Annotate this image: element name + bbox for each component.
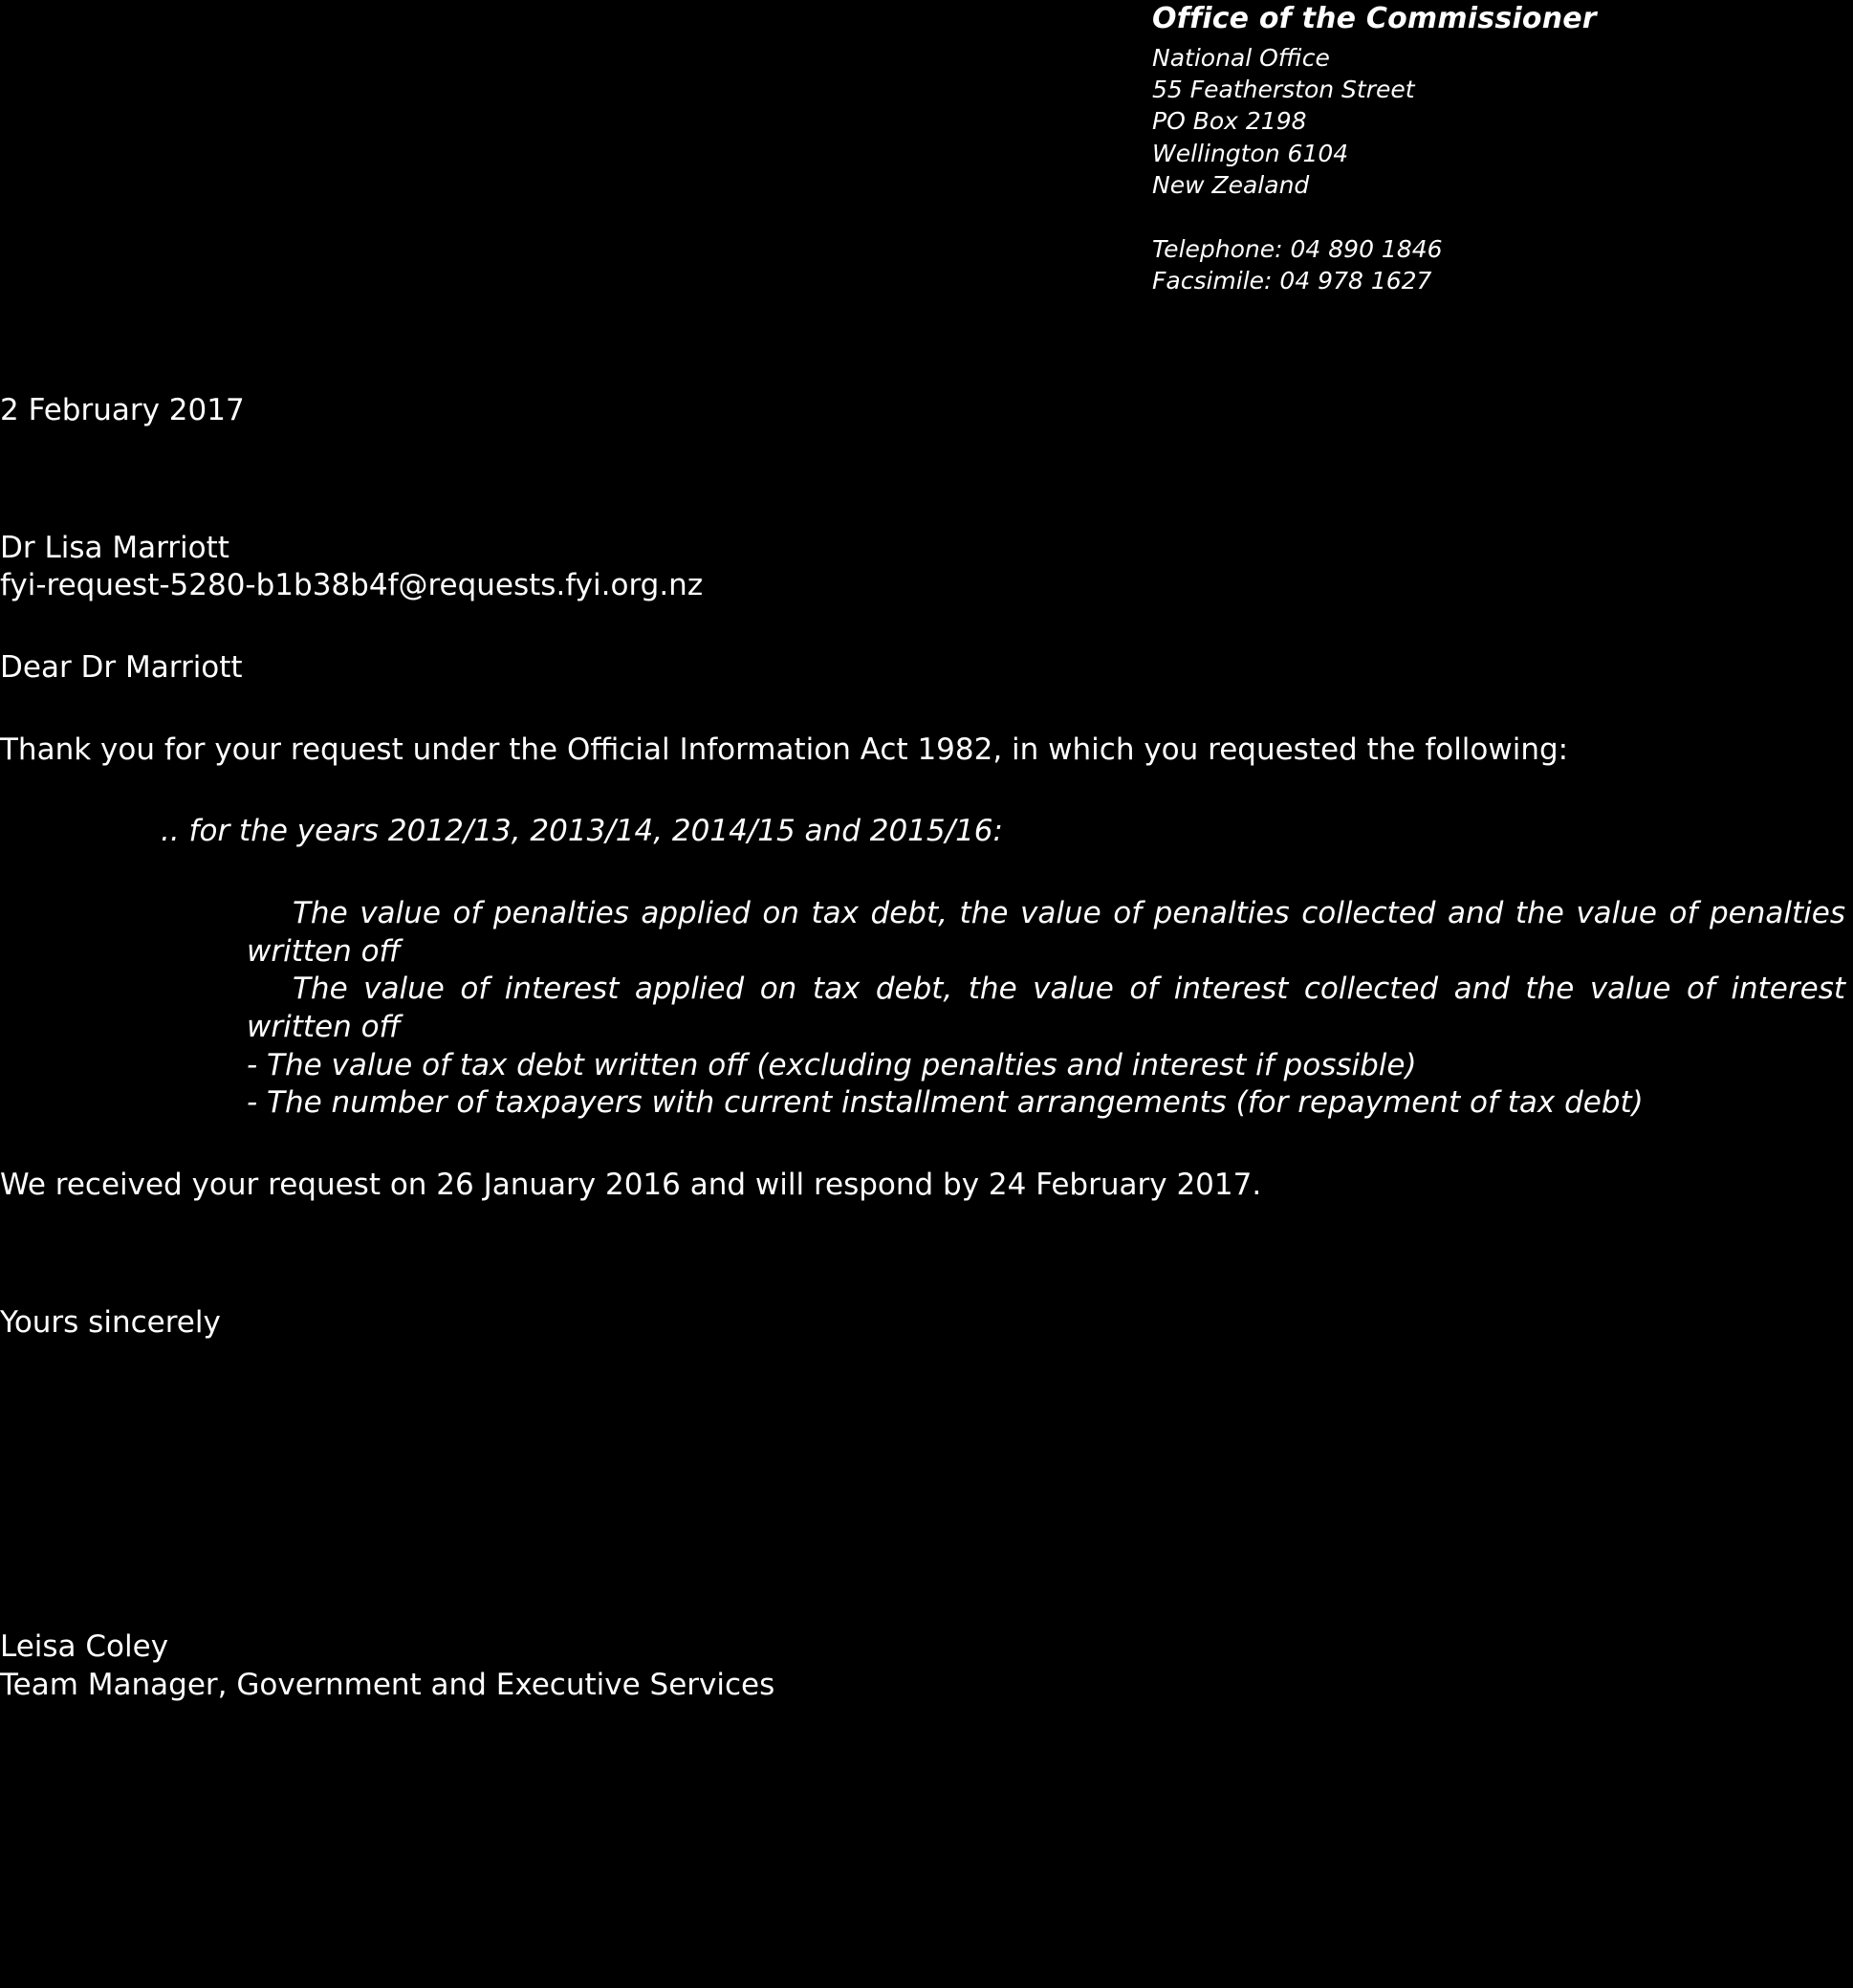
telephone-line: Telephone: 04 890 1846: [1152, 235, 1443, 264]
address-line-2: 55 Featherston Street: [1152, 76, 1415, 104]
signature-space: [0, 1342, 1853, 1628]
signoff: Yours sincerely: [0, 1304, 221, 1340]
letterhead-spacer: [1152, 201, 1841, 233]
intro-paragraph: Thank you for your request under the Official Information Act 1982, in which you requested the following:: [0, 732, 1569, 767]
address-line-4: Wellington 6104: [1152, 139, 1349, 167]
spacer-after-recipient: [0, 605, 1853, 649]
quote-intro: .. for the years 2012/13, 2013/14, 2014/15 and 2015/16:: [161, 814, 1003, 849]
signer-title: Team Manager, Government and Executive Services: [0, 1668, 775, 1703]
quoted-request: [0, 813, 1845, 1123]
office-title: Office of the Commissioner: [1152, 2, 1597, 35]
spacer-before-quote: [0, 769, 1853, 813]
salutation: Dear Dr Marriott: [0, 650, 243, 686]
spacer-after-quote: [0, 1123, 1853, 1167]
spacer-after-salutation: [0, 688, 1853, 732]
address-line-3: PO Box 2198: [1152, 107, 1307, 136]
recipient-email: fyi-request-5280-b1b38b4f@requests.fyi.org.nz: [0, 568, 704, 603]
quote-item: The value of penalties applied on tax debt, the value of penalties collected and the value of penalties written off: [247, 896, 1845, 969]
quote-item-list: [0, 895, 1845, 1123]
quote-item: - The value of tax debt written off (excluding penalties and interest if possible): [247, 1047, 1417, 1082]
signer-name: Leisa Coley: [0, 1629, 169, 1665]
facsimile-line: Facsimile: 04 978 1627: [1152, 267, 1432, 295]
spacer-after-date: [0, 430, 1853, 530]
address-line-1: National Office: [1152, 43, 1330, 72]
recipient-name: Dr Lisa Marriott: [0, 530, 229, 565]
letter-body: [0, 392, 1853, 1705]
address-line-5: New Zealand: [1152, 170, 1310, 199]
spacer-before-signoff: [0, 1205, 1853, 1304]
quote-item: - The number of taxpayers with current installment arrangements (for repayment of tax debt): [247, 1085, 1644, 1121]
letter-date: 2 February 2017: [0, 393, 245, 427]
response-paragraph: We received your request on 26 January 2016 and will respond by 24 February 2017.: [0, 1168, 1262, 1203]
quote-item: The value of interest applied on tax debt, the value of interest collected and the value of interest written off: [247, 972, 1845, 1045]
letterhead: [1152, 0, 1841, 297]
